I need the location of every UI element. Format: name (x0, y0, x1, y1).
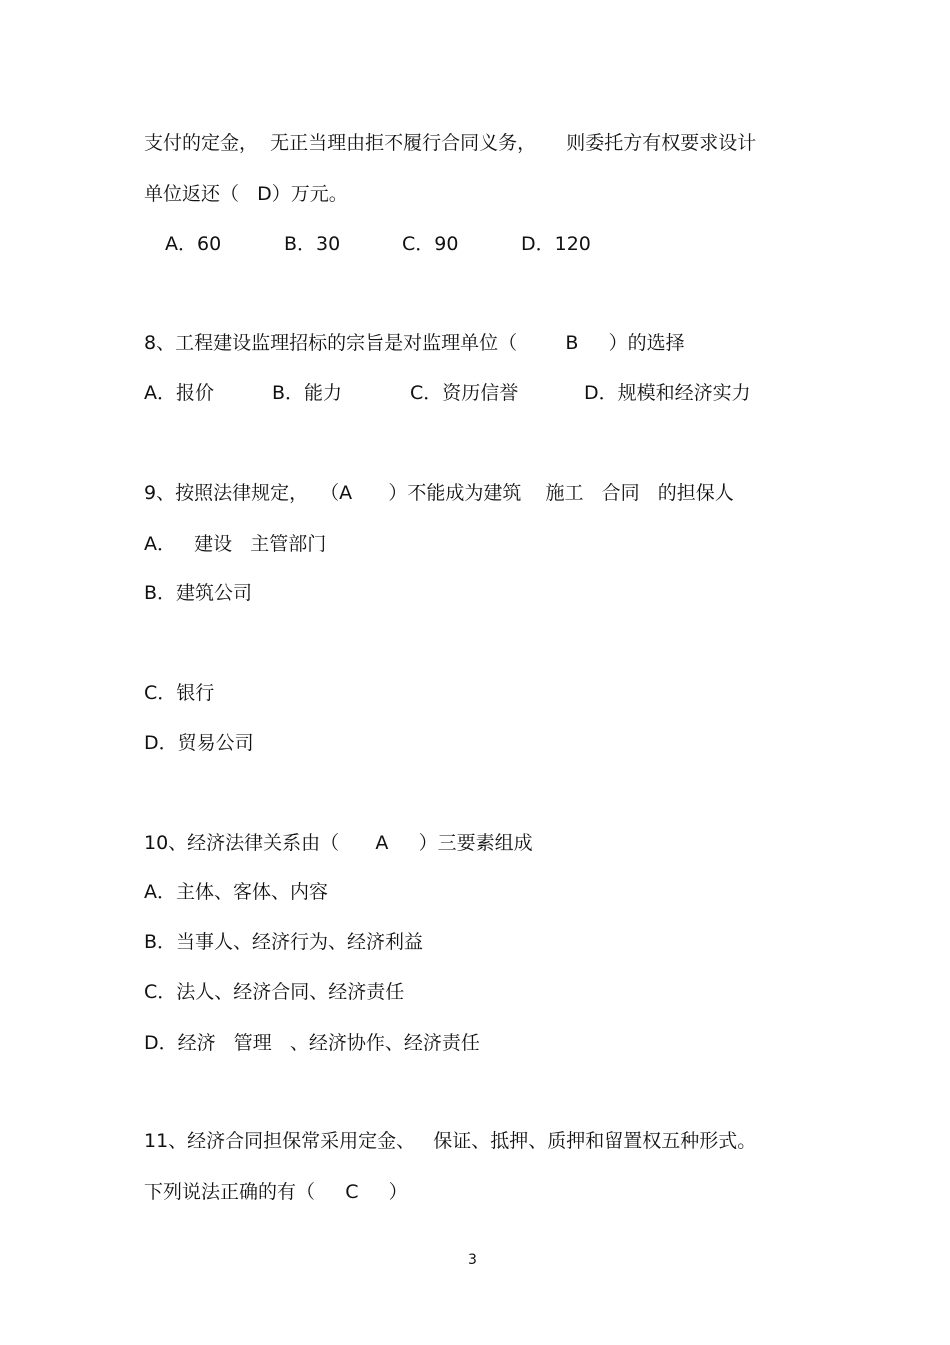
question-8-option-d: D．规模和经济实力 (584, 382, 751, 404)
question-7-text-line-1: 支付的定金， 无正当理由拒不履行合同义务， 则委托方有权要求设计 (144, 132, 757, 154)
question-7-option-b: B．30 (284, 233, 341, 255)
question-7-option-a: A．60 (165, 233, 222, 255)
question-7-text-line-2: 单位返还（ D）万元。 (144, 183, 348, 205)
question-11-text-line-2: 下列说法正确的有（ C ） (144, 1181, 408, 1203)
question-10-text: 10、经济法律关系由（ A ）三要素组成 (144, 832, 533, 854)
question-10-option-a: A．主体、客体、内容 (144, 881, 328, 903)
question-9-option-a: A． 建设 主管部门 (144, 533, 327, 555)
question-8-text: 8、工程建设监理招标的宗旨是对监理单位（ B ）的选择 (144, 332, 685, 354)
question-8-option-a: A．报价 (144, 382, 214, 404)
question-11-text-line-1: 11、经济合同担保常采用定金、 保证、抵押、质押和留置权五种形式。 (144, 1130, 757, 1152)
question-10-option-d: D．经济 管理 、经济协作、经济责任 (144, 1032, 480, 1054)
question-10-option-b: B．当事人、经济行为、经济利益 (144, 931, 424, 953)
question-9-option-b: B．建筑公司 (144, 582, 253, 604)
page-number: 3 (468, 1252, 477, 1268)
question-9-option-c: C．银行 (144, 682, 215, 704)
question-8-option-b: B．能力 (272, 382, 343, 404)
question-10-option-c: C．法人、经济合同、经济责任 (144, 981, 405, 1003)
question-7-option-d: D．120 (521, 233, 591, 255)
question-9-option-d: D．贸易公司 (144, 732, 254, 754)
question-8-option-c: C．资历信誉 (410, 382, 519, 404)
question-9-text: 9、按照法律规定， （A ）不能成为建筑 施工 合同 的担保人 (144, 482, 734, 504)
question-7-option-c: C．90 (402, 233, 459, 255)
